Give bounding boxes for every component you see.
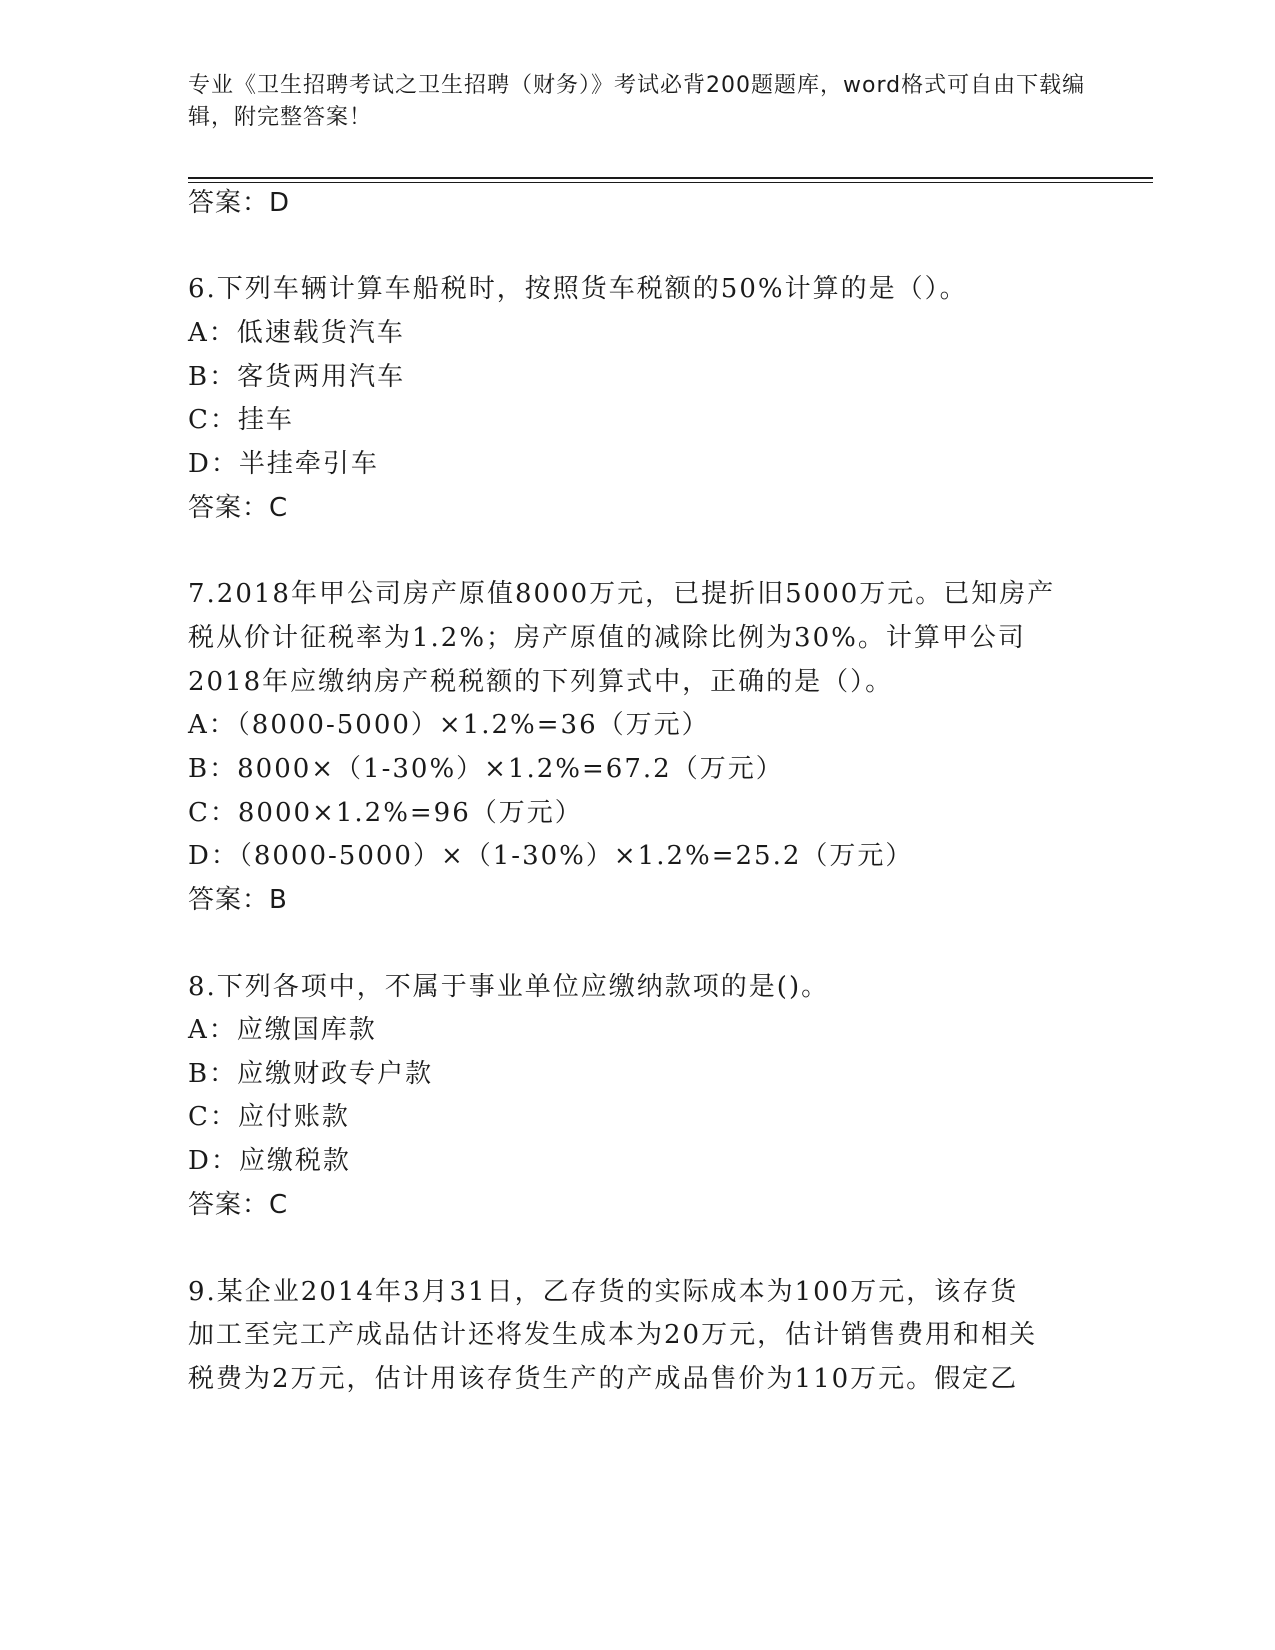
question-6-text: 6.下列车辆计算车船税时，按照货车税额的50%计算的是（）。 [188,274,968,304]
question-7-option-a: A：（8000-5000）×1.2%=36（万元） [188,710,710,740]
question-6-option-c: C：挂车 [188,405,294,435]
answer-previous-question: 答案：D [188,188,291,218]
question-9-text-line-3: 税费为2万元，估计用该存货生产的产成品售价为110万元。假定乙 [188,1364,1019,1394]
question-7-text-line-2: 税从价计征税率为1.2%；房产原值的减除比例为30%。计算甲公司 [188,623,1026,653]
question-8-option-c: C：应付账款 [188,1102,350,1132]
question-9-text-line-1: 9.某企业2014年3月31日，乙存货的实际成本为100万元，该存货 [188,1277,1019,1307]
question-7-text-line-1: 7.2018年甲公司房产原值8000万元，已提折旧5000万元。已知房产 [188,579,1056,609]
question-6-answer: 答案：C [188,493,289,523]
question-6-option-a: A：低速载货汽车 [188,318,405,348]
header-divider-thick [188,177,1153,179]
question-9-text-line-2: 加工至完工产成品估计还将发生成本为20万元，估计销售费用和相关 [188,1320,1038,1350]
question-7-option-d: D：（8000-5000）×（1-30%）×1.2%=25.2（万元） [188,841,914,871]
question-8-option-a: A：应缴国库款 [188,1015,377,1045]
question-8-answer: 答案：C [188,1190,289,1220]
question-7-option-c: C：8000×1.2%=96（万元） [188,798,583,828]
question-8-text: 8.下列各项中，不属于事业单位应缴纳款项的是()。 [188,972,830,1002]
question-6-option-b: B：客货两用汽车 [188,362,406,392]
question-6-option-d: D：半挂牵引车 [188,449,379,479]
header-divider-thin [188,182,1153,183]
page-header-title: 专业《卫生招聘考试之卫生招聘（财务）》考试必背200题题库，word格式可自由下载编辑，附完整答案！ [188,73,1086,130]
question-8-option-d: D：应缴税款 [188,1146,351,1176]
question-8-option-b: B：应缴财政专户款 [188,1059,434,1089]
question-7-answer: 答案：B [188,885,288,915]
question-7-option-b: B：8000×（1-30%）×1.2%=67.2（万元） [188,754,784,784]
question-7-text-line-3: 2018年应缴纳房产税税额的下列算式中，正确的是（）。 [188,667,894,697]
